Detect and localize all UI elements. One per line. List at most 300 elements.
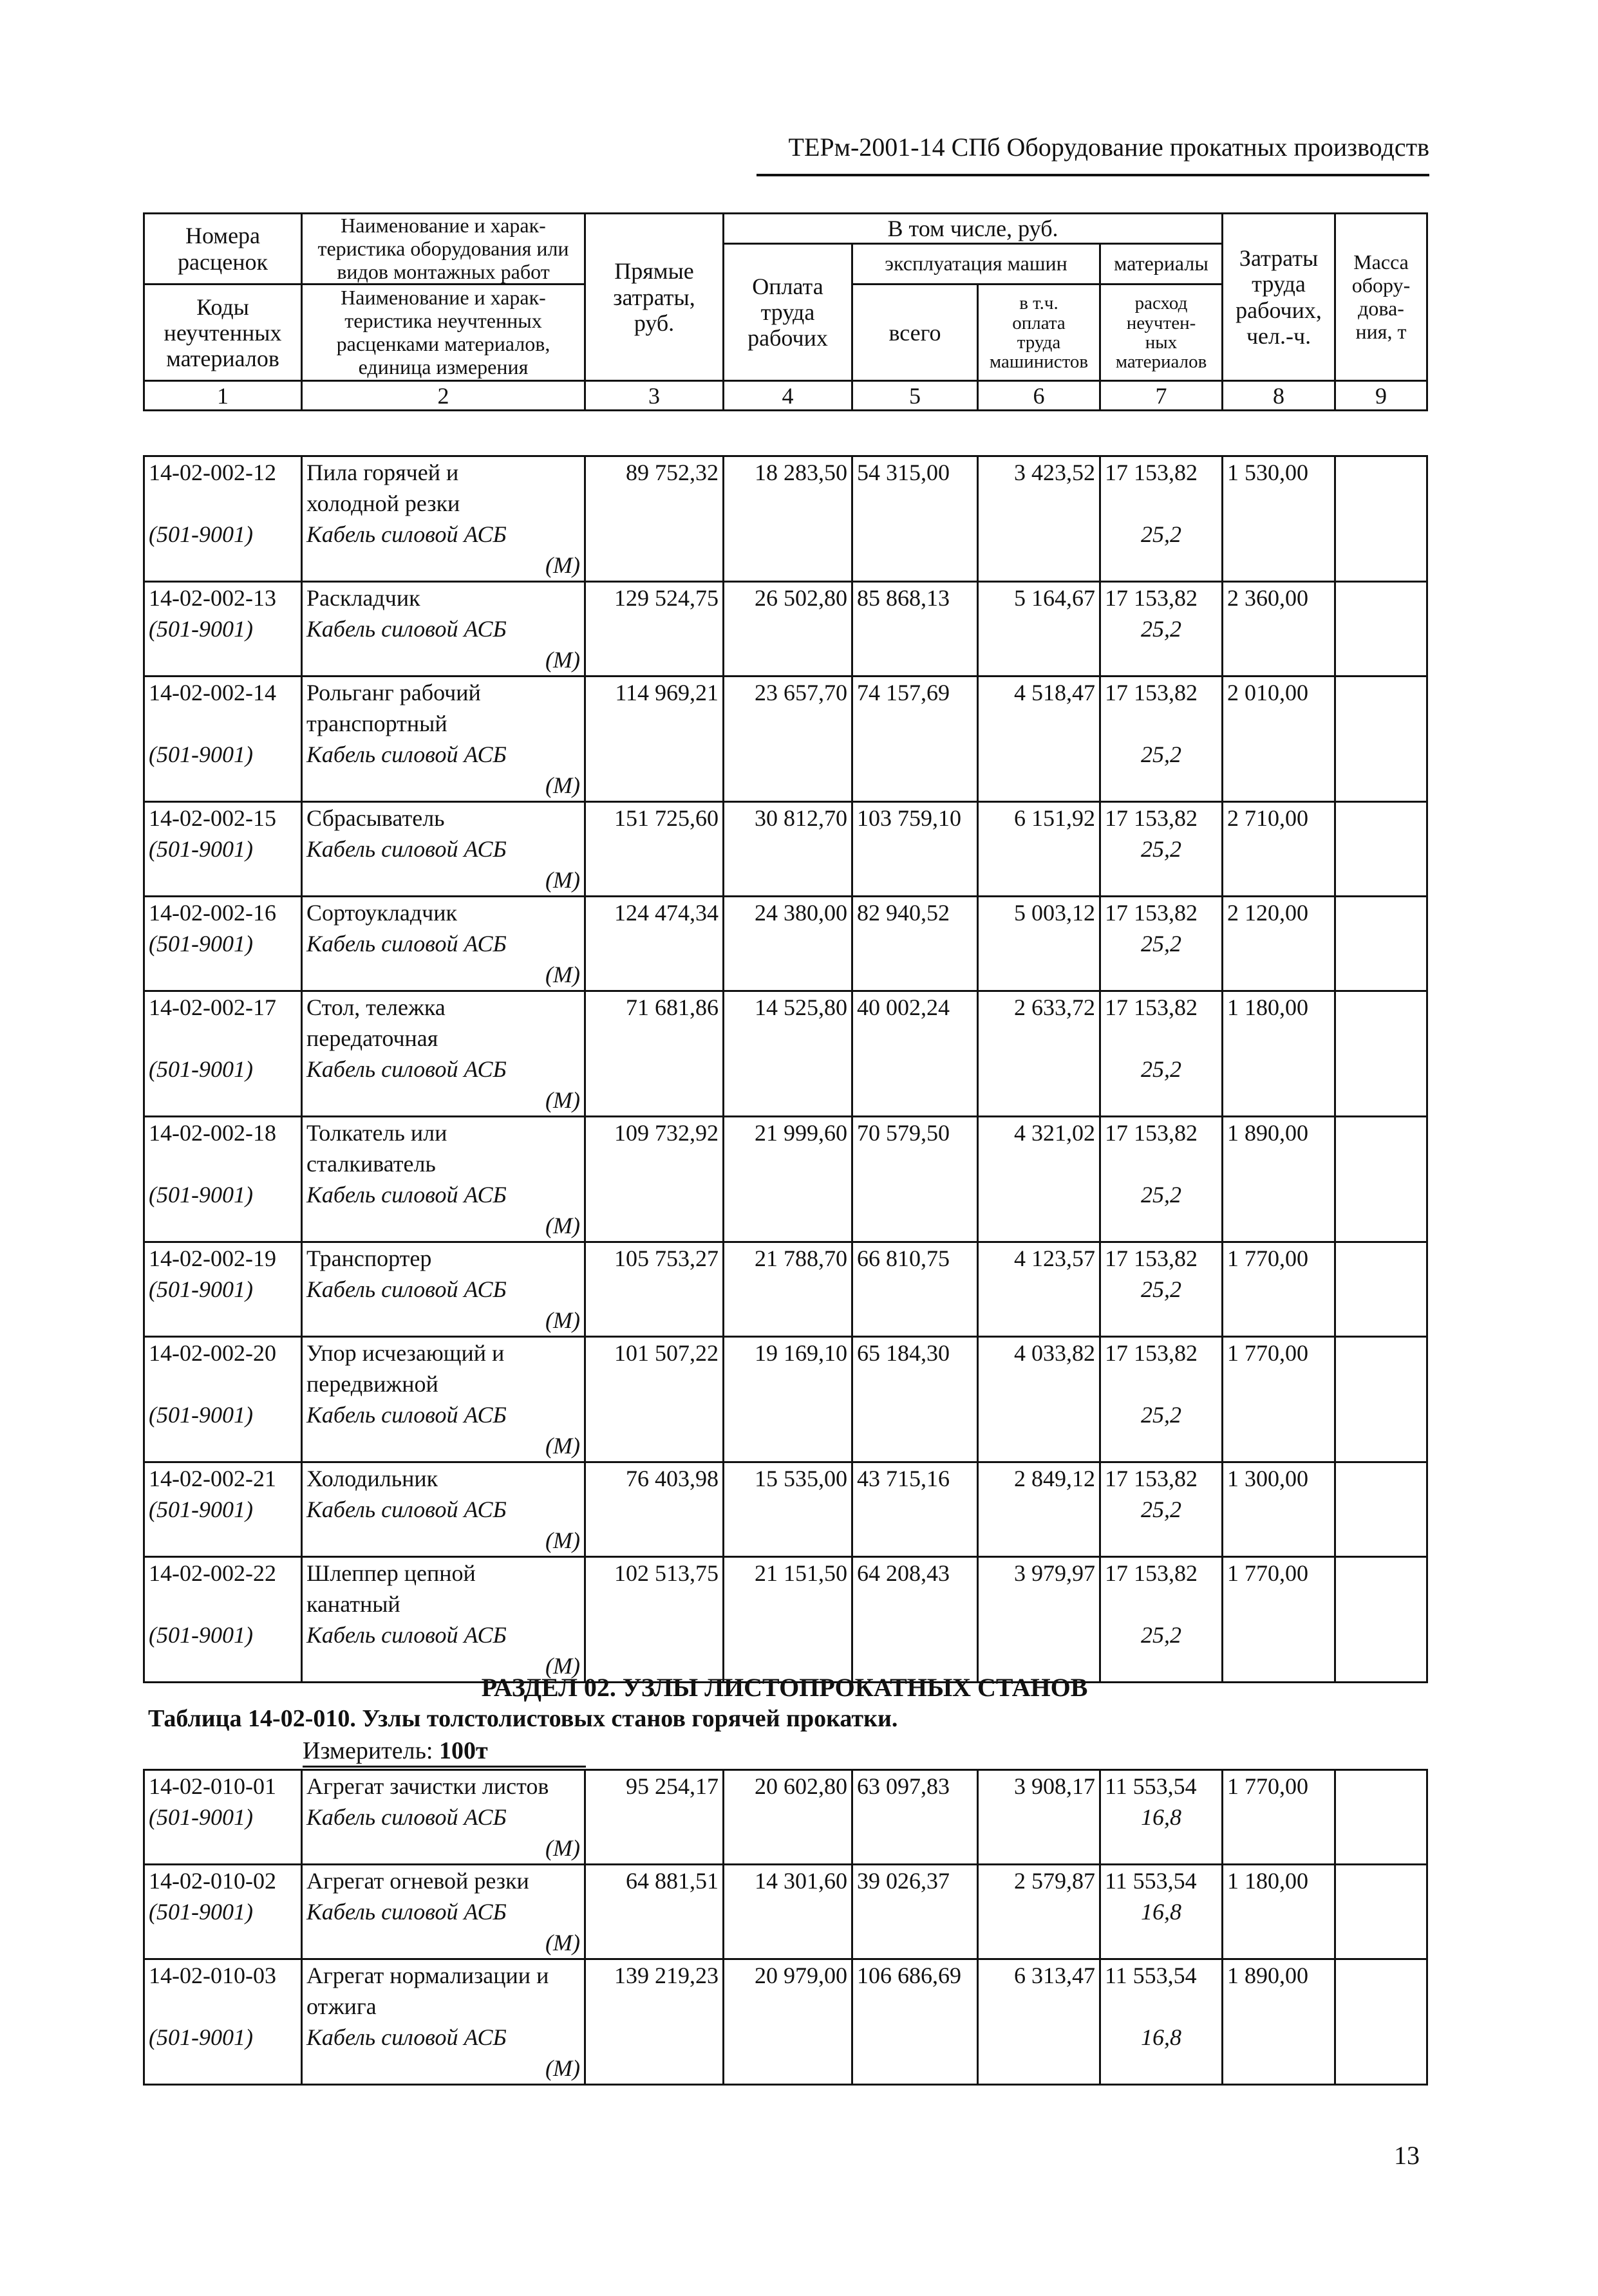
table-cell: [144, 488, 302, 519]
equipment-mass: [1335, 677, 1427, 709]
table-cell: [978, 739, 1100, 770]
table-row: [144, 644, 1427, 677]
table-row: [144, 1337, 1427, 1369]
table-cell: [585, 1802, 724, 1833]
material-code: (501-9001): [144, 613, 302, 644]
table-cell: [724, 1494, 852, 1525]
table-cell: [1223, 1085, 1335, 1117]
worker-pay: 19 169,10: [724, 1337, 852, 1369]
table-cell: [852, 1802, 978, 1833]
table-cell: [1223, 1927, 1335, 1959]
table-cell: [724, 1148, 852, 1179]
table-cell: [1100, 1430, 1223, 1462]
table-cell: [852, 1210, 978, 1242]
header-unaccounted-codes: Коды неучтенных материалов: [144, 285, 302, 381]
table-row: [144, 864, 1427, 897]
table-cell: [852, 1494, 978, 1525]
table-cell: [978, 1589, 1100, 1619]
table-cell: [724, 959, 852, 991]
table-cell: [1100, 1023, 1223, 1054]
material-name: Кабель силовой АСБ: [302, 739, 585, 770]
material-code: (501-9001): [144, 1619, 302, 1650]
table-cell: [1100, 1589, 1223, 1619]
table-row: [144, 1991, 1427, 2022]
table-cell: [724, 1833, 852, 1865]
operator-pay: 2 579,87: [978, 1865, 1100, 1897]
header-equipment-name: Наименование и харак- теристика оборудования или видов монтажных работ: [302, 214, 585, 285]
operator-pay: 6 151,92: [978, 802, 1100, 834]
table-cell: [1100, 2053, 1223, 2085]
equipment-name: передвижной: [302, 1368, 585, 1399]
table-cell: [1335, 1802, 1427, 1833]
table-row: [144, 1927, 1427, 1959]
column-number: 4: [724, 381, 852, 411]
header-direct-costs: Прямые затраты, руб.: [585, 214, 724, 381]
equipment-name: Сбрасыватель: [302, 802, 585, 834]
table-cell: [1223, 770, 1335, 802]
table-cell: [1335, 1179, 1427, 1210]
material-quantity: 25,2: [1100, 1494, 1223, 1525]
material-code: (501-9001): [144, 1896, 302, 1927]
table-cell: [1223, 1210, 1335, 1242]
table-cell: [144, 1023, 302, 1054]
table-cell: [724, 1210, 852, 1242]
table-row: [144, 1054, 1427, 1085]
table-cell: [852, 1619, 978, 1650]
table-cell: [1223, 708, 1335, 739]
rate-code: 14-02-002-17: [144, 991, 302, 1023]
table-header: [143, 212, 1428, 411]
table-row: [144, 739, 1427, 770]
operator-pay: 4 123,57: [978, 1242, 1100, 1274]
table-cell: [978, 1054, 1100, 1085]
material-code: (501-9001): [144, 519, 302, 550]
table-cell: [978, 1368, 1100, 1399]
table-cell: [852, 834, 978, 864]
table-cell: [724, 1896, 852, 1927]
page-number: 13: [1394, 2141, 1420, 2170]
worker-pay: 14 301,60: [724, 1865, 852, 1897]
table-cell: [1223, 488, 1335, 519]
labor-hours: 2 010,00: [1223, 677, 1335, 709]
table-cell: [585, 613, 724, 644]
material-name: Кабель силовой АСБ: [302, 1494, 585, 1525]
table-cell: [1100, 708, 1223, 739]
material-code: (501-9001): [144, 1054, 302, 1085]
table-cell: [585, 1210, 724, 1242]
labor-hours: 1 770,00: [1223, 1242, 1335, 1274]
rate-code: 14-02-010-02: [144, 1865, 302, 1897]
material-unit: (М): [302, 1430, 585, 1462]
rate-code: 14-02-002-15: [144, 802, 302, 834]
table-cell: [724, 1619, 852, 1650]
table-cell: [1335, 1399, 1427, 1430]
table-cell: [852, 1833, 978, 1865]
table-cell: [978, 1179, 1100, 1210]
table-cell: [724, 1927, 852, 1959]
table-cell: [1335, 834, 1427, 864]
table-cell: [1223, 1023, 1335, 1054]
table-cell: [1223, 1054, 1335, 1085]
table-cell: [978, 1023, 1100, 1054]
table-cell: [585, 1991, 724, 2022]
table-row: [144, 2053, 1427, 2085]
table-cell: [585, 1494, 724, 1525]
table-cell: [1223, 1399, 1335, 1430]
table-cell: [585, 1619, 724, 1650]
rate-code: 14-02-002-22: [144, 1557, 302, 1589]
labor-hours: 1 770,00: [1223, 1337, 1335, 1369]
rate-code: 14-02-002-18: [144, 1117, 302, 1149]
table-cell: [144, 550, 302, 582]
table-row: [144, 1833, 1427, 1865]
table-row: [144, 1525, 1427, 1557]
table-cell: [724, 1589, 852, 1619]
table-cell: [144, 1927, 302, 1959]
table-cell: [978, 1274, 1100, 1305]
section-rates-table: [143, 1769, 1428, 2086]
section-title: РАЗДЕЛ 02. УЗЛЫ ЛИСТОПРОКАТНЫХ СТАНОВ: [481, 1673, 1088, 1702]
table-cell: [978, 928, 1100, 959]
table-row: [144, 1023, 1427, 1054]
machines-total: 70 579,50: [852, 1117, 978, 1149]
header-labor-hours: Затраты труда рабочих, чел.-ч.: [1223, 214, 1335, 381]
table-row: [144, 1896, 1427, 1927]
table-cell: [1335, 1368, 1427, 1399]
labor-hours: 2 360,00: [1223, 582, 1335, 614]
table-row: [144, 928, 1427, 959]
table-cell: [1100, 488, 1223, 519]
table-cell: [585, 928, 724, 959]
table-cell: [144, 770, 302, 802]
table-cell: [1335, 550, 1427, 582]
material-unit: (М): [302, 1085, 585, 1117]
direct-costs: 101 507,22: [585, 1337, 724, 1369]
table-row: [144, 550, 1427, 582]
table-cell: [852, 1054, 978, 1085]
table-cell: [724, 1054, 852, 1085]
table-cell: [585, 2053, 724, 2085]
table-row: [144, 582, 1427, 614]
table-cell: [1100, 864, 1223, 897]
table-cell: [1335, 1927, 1427, 1959]
direct-costs: 89 752,32: [585, 456, 724, 489]
materials-cost: 11 553,54: [1100, 1770, 1223, 1802]
table-cell: [1223, 1802, 1335, 1833]
equipment-mass: [1335, 456, 1427, 489]
equipment-name: Упор исчезающий и: [302, 1337, 585, 1369]
table-cell: [724, 1179, 852, 1210]
table-cell: [852, 488, 978, 519]
machines-total: 64 208,43: [852, 1557, 978, 1589]
table-row: [144, 1179, 1427, 1210]
table-cell: [978, 1896, 1100, 1927]
rate-code: 14-02-002-16: [144, 897, 302, 929]
table-row: [144, 1148, 1427, 1179]
table-cell: [1100, 770, 1223, 802]
column-number: 9: [1335, 381, 1427, 411]
table-row: [144, 1770, 1427, 1802]
table-cell: [1335, 613, 1427, 644]
direct-costs: 129 524,75: [585, 582, 724, 614]
material-name: Кабель силовой АСБ: [302, 519, 585, 550]
table-cell: [852, 928, 978, 959]
table-cell: [1223, 613, 1335, 644]
table-cell: [585, 488, 724, 519]
table-row: [144, 519, 1427, 550]
material-name: Кабель силовой АСБ: [302, 834, 585, 864]
material-unit: (М): [302, 1650, 585, 1683]
equipment-mass: [1335, 802, 1427, 834]
table-cell: [978, 1430, 1100, 1462]
direct-costs: 71 681,86: [585, 991, 724, 1023]
equipment-name: отжига: [302, 1991, 585, 2022]
table-row: [144, 959, 1427, 991]
material-quantity: 16,8: [1100, 2022, 1223, 2053]
table-row: [144, 1557, 1427, 1589]
table-cell: [1223, 834, 1335, 864]
column-number: 6: [978, 381, 1100, 411]
table-cell: [1100, 644, 1223, 677]
table-row: [144, 1589, 1427, 1619]
material-quantity: 16,8: [1100, 1896, 1223, 1927]
equipment-name: сталкиватель: [302, 1148, 585, 1179]
table-cell: [585, 1023, 724, 1054]
table-cell: [1223, 1991, 1335, 2022]
table-cell: [1335, 928, 1427, 959]
material-quantity: 16,8: [1100, 1802, 1223, 1833]
table-cell: [585, 959, 724, 991]
table-cell: [852, 519, 978, 550]
material-unit: (М): [302, 2053, 585, 2085]
table-cell: [852, 1589, 978, 1619]
table-row: [144, 677, 1427, 709]
materials-cost: 17 153,82: [1100, 991, 1223, 1023]
table-row: [144, 1242, 1427, 1274]
worker-pay: 24 380,00: [724, 897, 852, 929]
table-cell: [852, 770, 978, 802]
materials-cost: 11 553,54: [1100, 1865, 1223, 1897]
header-including: В том числе, руб.: [724, 214, 1223, 244]
table-cell: [1100, 1085, 1223, 1117]
table-cell: [724, 1368, 852, 1399]
table-cell: [1223, 1494, 1335, 1525]
material-quantity: 25,2: [1100, 519, 1223, 550]
table-cell: [585, 708, 724, 739]
table-cell: [1100, 1148, 1223, 1179]
table-cell: [852, 1399, 978, 1430]
table-cell: [724, 1274, 852, 1305]
material-quantity: 25,2: [1100, 928, 1223, 959]
table-cell: [724, 488, 852, 519]
material-code: (501-9001): [144, 1399, 302, 1430]
worker-pay: 14 525,80: [724, 991, 852, 1023]
table-cell: [585, 1179, 724, 1210]
table-cell: [1100, 1305, 1223, 1337]
header-machines-total: всего: [852, 285, 978, 381]
table-cell: [1335, 1274, 1427, 1305]
table-cell: [724, 644, 852, 677]
table-cell: [585, 1368, 724, 1399]
table-cell: [1223, 519, 1335, 550]
material-quantity: 25,2: [1100, 1054, 1223, 1085]
table-cell: [585, 1833, 724, 1865]
operator-pay: 2 849,12: [978, 1462, 1100, 1495]
equipment-name: транспортный: [302, 708, 585, 739]
table-cell: [724, 770, 852, 802]
header-operator-pay: в т.ч. оплата труда машинистов: [978, 285, 1100, 381]
table-cell: [1223, 1589, 1335, 1619]
table-cell: [1335, 1085, 1427, 1117]
material-name: Кабель силовой АСБ: [302, 928, 585, 959]
equipment-name: канатный: [302, 1589, 585, 1619]
operator-pay: 5 164,67: [978, 582, 1100, 614]
labor-hours: 1 300,00: [1223, 1462, 1335, 1495]
table-cell: [585, 834, 724, 864]
table-cell: [585, 644, 724, 677]
table-cell: [724, 928, 852, 959]
table-cell: [978, 708, 1100, 739]
table-cell: [852, 613, 978, 644]
table-cell: [724, 708, 852, 739]
table-cell: [585, 1148, 724, 1179]
table-cell: [724, 1085, 852, 1117]
table-cell: [724, 2022, 852, 2053]
table-cell: [1335, 708, 1427, 739]
table-cell: [1335, 739, 1427, 770]
table-cell: [1335, 1525, 1427, 1557]
table-cell: [1335, 1430, 1427, 1462]
machines-total: 54 315,00: [852, 456, 978, 489]
table-cell: [852, 959, 978, 991]
material-name: Кабель силовой АСБ: [302, 2022, 585, 2053]
equipment-mass: [1335, 1337, 1427, 1369]
machines-total: 43 715,16: [852, 1462, 978, 1495]
table-cell: [1335, 1023, 1427, 1054]
table-cell: [852, 2022, 978, 2053]
table-cell: [1335, 1589, 1427, 1619]
table-row: [144, 613, 1427, 644]
material-unit: (М): [302, 864, 585, 897]
table-cell: [585, 1085, 724, 1117]
table-cell: [1335, 644, 1427, 677]
header-rate-numbers: Номера расценок: [144, 214, 302, 285]
rate-code: 14-02-010-03: [144, 1959, 302, 1992]
table-cell: [1100, 1833, 1223, 1865]
table-cell: [1223, 1525, 1335, 1557]
table-cell: [978, 488, 1100, 519]
direct-costs: 95 254,17: [585, 1770, 724, 1802]
operator-pay: 5 003,12: [978, 897, 1100, 929]
labor-hours: 1 180,00: [1223, 1865, 1335, 1897]
equipment-mass: [1335, 1557, 1427, 1589]
table-cell: [144, 708, 302, 739]
material-unit: (М): [302, 1927, 585, 1959]
material-code: (501-9001): [144, 1494, 302, 1525]
table-title: Таблица 14-02-010. Узлы толстолистовых станов горячей прокатки.: [148, 1705, 898, 1732]
operator-pay: 2 633,72: [978, 991, 1100, 1023]
table-cell: [144, 864, 302, 897]
column-number: 2: [302, 381, 585, 411]
material-unit: (М): [302, 1305, 585, 1337]
column-number: 8: [1223, 381, 1335, 411]
table-cell: [724, 550, 852, 582]
table-cell: [1223, 1833, 1335, 1865]
direct-costs: 139 219,23: [585, 1959, 724, 1992]
rate-code: 14-02-002-19: [144, 1242, 302, 1274]
worker-pay: 30 812,70: [724, 802, 852, 834]
header-equipment-mass: Масса обору- дова- ния, т: [1335, 214, 1427, 381]
worker-pay: 20 979,00: [724, 1959, 852, 1992]
table-row: [144, 1619, 1427, 1650]
machines-total: 82 940,52: [852, 897, 978, 929]
labor-hours: 1 770,00: [1223, 1770, 1335, 1802]
table-row: [144, 1210, 1427, 1242]
equipment-mass: [1335, 1959, 1427, 1992]
table-cell: [1100, 1368, 1223, 1399]
table-cell: [852, 864, 978, 897]
table-cell: [144, 2053, 302, 2085]
material-code: (501-9001): [144, 2022, 302, 2053]
column-number: 1: [144, 381, 302, 411]
table-row: [144, 1085, 1427, 1117]
table-cell: [1335, 1210, 1427, 1242]
table-cell: [724, 2053, 852, 2085]
table-cell: [585, 1525, 724, 1557]
equipment-mass: [1335, 1117, 1427, 1149]
material-quantity: 25,2: [1100, 834, 1223, 864]
table-cell: [1100, 1210, 1223, 1242]
table-cell: [1335, 1305, 1427, 1337]
table-cell: [978, 1525, 1100, 1557]
table-cell: [978, 1833, 1100, 1865]
table-cell: [852, 1368, 978, 1399]
table-cell: [978, 1399, 1100, 1430]
table-cell: [978, 613, 1100, 644]
table-cell: [1335, 519, 1427, 550]
operator-pay: 4 518,47: [978, 677, 1100, 709]
material-code: (501-9001): [144, 928, 302, 959]
table-cell: [852, 1085, 978, 1117]
table-row: [144, 1494, 1427, 1525]
equipment-name: Агрегат огневой резки: [302, 1865, 585, 1897]
equipment-mass: [1335, 991, 1427, 1023]
table-cell: [978, 644, 1100, 677]
table-cell: [978, 1305, 1100, 1337]
table-row: [144, 834, 1427, 864]
table-cell: [852, 1991, 978, 2022]
table-cell: [144, 1430, 302, 1462]
equipment-mass: [1335, 582, 1427, 614]
materials-cost: 17 153,82: [1100, 1557, 1223, 1589]
column-number: 7: [1100, 381, 1223, 411]
operator-pay: 4 321,02: [978, 1117, 1100, 1149]
direct-costs: 64 881,51: [585, 1865, 724, 1897]
table-cell: [1335, 2022, 1427, 2053]
table-row: [144, 1802, 1427, 1833]
table-row: [144, 1462, 1427, 1495]
column-number: 3: [585, 381, 724, 411]
equipment-name: Агрегат нормализации и: [302, 1959, 585, 1992]
table-cell: [852, 739, 978, 770]
table-row: [144, 1399, 1427, 1430]
table-cell: [724, 739, 852, 770]
direct-costs: 102 513,75: [585, 1557, 724, 1589]
table-cell: [585, 1399, 724, 1430]
material-unit: (М): [302, 644, 585, 677]
table-cell: [978, 1210, 1100, 1242]
table-cell: [1223, 2053, 1335, 2085]
